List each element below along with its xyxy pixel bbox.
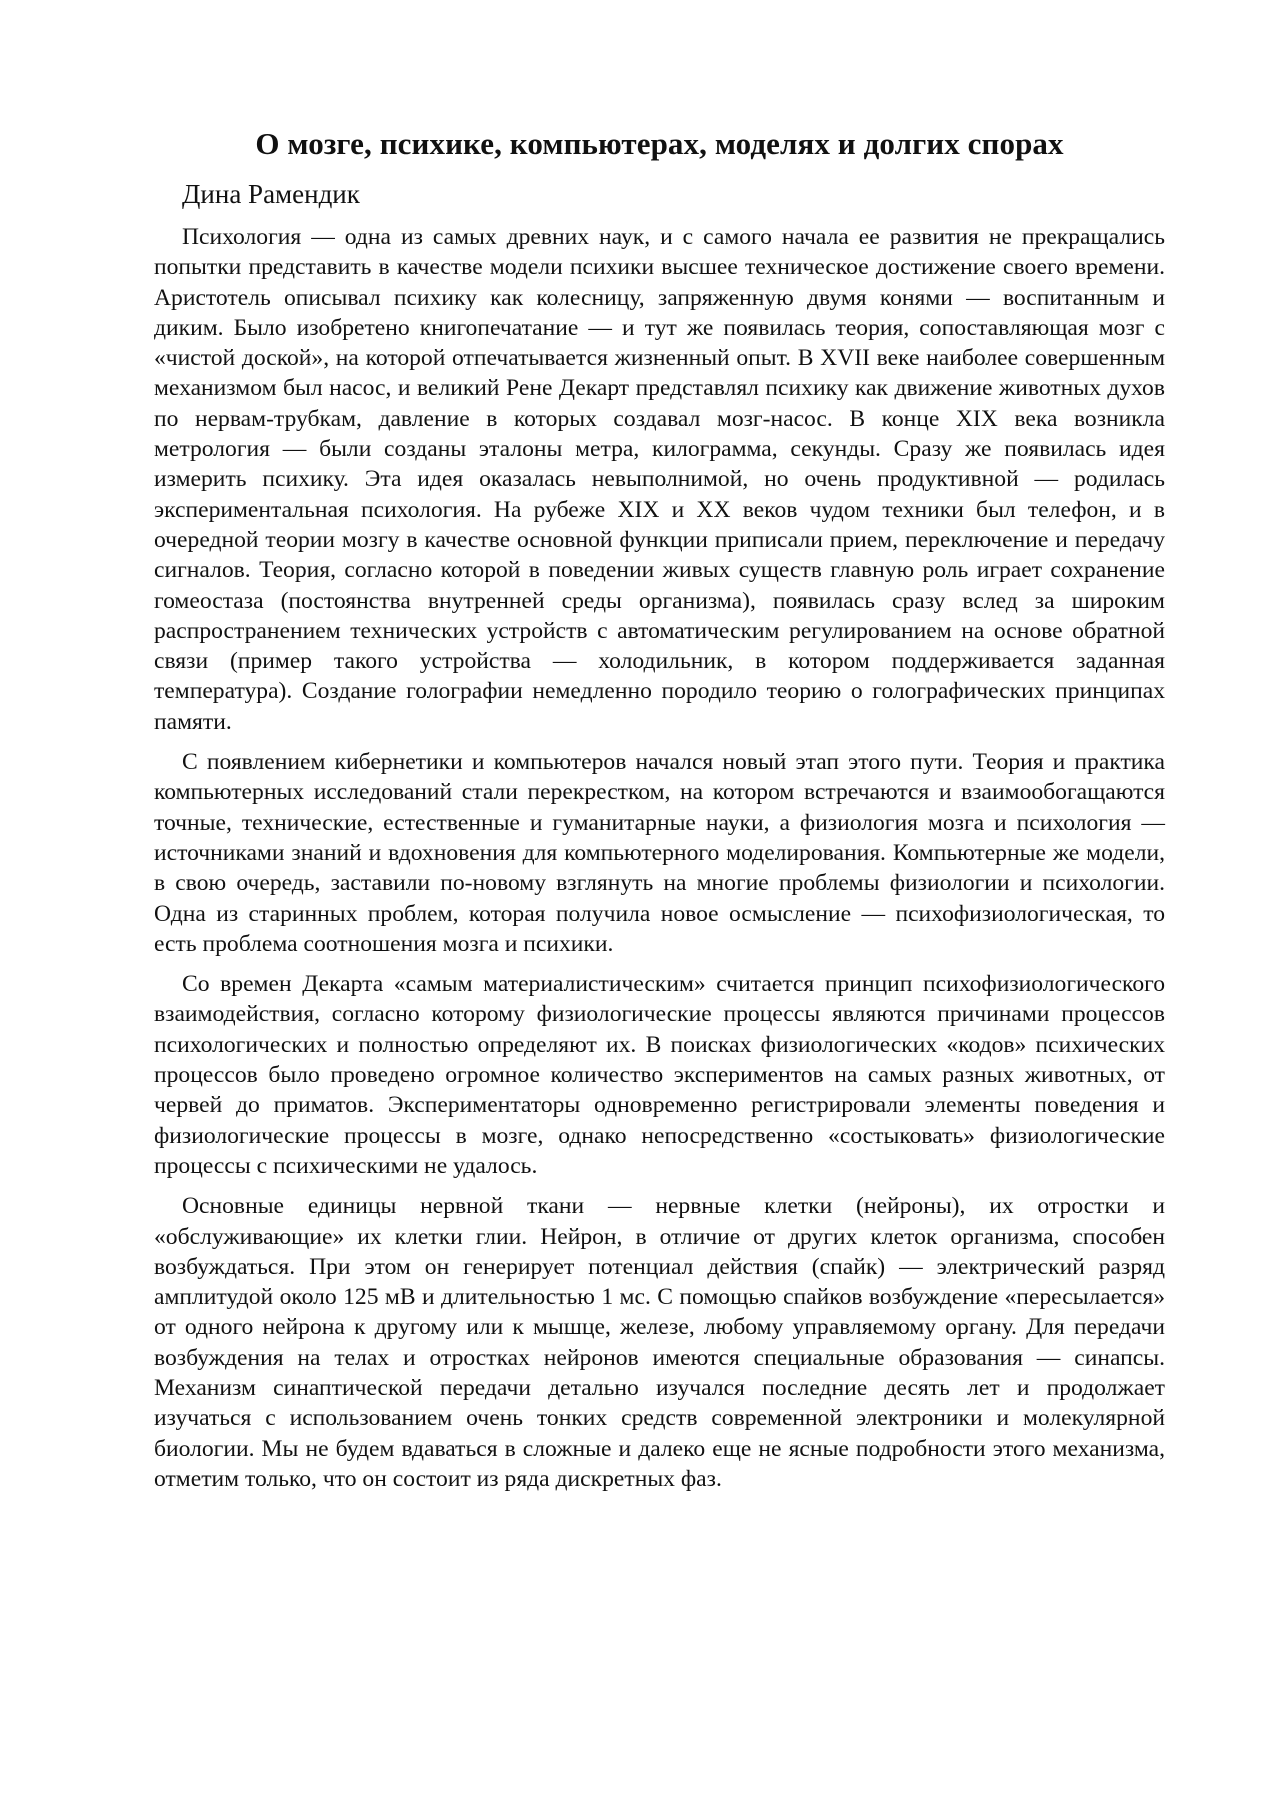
paragraph-1: Психология — одна из самых древних наук, и с самого начала ее развития не прекращались попытки представить в качестве модели психики высшее техническое достижение своего времени. Аристотель описывал психику как колесницу, запряженную двумя конями — воспитанным и диким. Было изобретено книгопечатание — и тут же появилась теория, сопоставляющая мозг с «чистой доской», на которой отпечатывается жизненный опыт. В XVII веке наиболее совершенным механизмом был насос, и великий Рене Декарт представлял психику как движение животных духов по нервам-трубкам, давление в которых создавал мозг-насос. В конце XIX века возникла метрология — были созданы эталоны метра, килограмма, секунды. Сразу же появилась идея измерить психику. Эта идея оказалась невыполнимой, но очень продуктивной — родилась экспериментальная психология. На рубеже XIX и XX веков чудом техники был телефон, и в очередной теории мозгу в качестве основной функции приписали прием, переключение и передачу сигналов. Теория, согласно которой в поведении живых существ главную роль играет сохранение гомеостаза (постоянства внутренней среды организма), появилась сразу вслед за широким распространением технических устройств с автоматическим регулированием на основе обратной связи (пример такого устройства — холодильник, в котором поддерживается заданная температура). Создание голографии немедленно породило теорию о голографических принципах памяти.: [154, 224, 1165, 735]
paragraph-3: Со времен Декарта «самым материалистическим» считается принцип психофизиологического взаимодействия, согласно которому физиологические процессы являются причинами процессов психологических и полностью определяют их. В поисках физиологических «кодов» психических процессов было проведено огромное количество экспериментов на самых разных животных, от червей до приматов. Экспериментаторы одновременно регистрировали элементы поведения и физиологические процессы в мозге, однако непосредственно «состыковать» физиологические процессы с психическими не удалось.: [154, 971, 1165, 1179]
article: [154, 124, 1165, 1504]
paragraph-2: С появлением кибернетики и компьютеров начался новый этап этого пути. Теория и практика компьютерных исследований стали перекрестком, на котором встречаются и взаимообогащаются точные, технические, естественные и гуманитарные науки, а физиология мозга и психология — источниками знаний и вдохновения для компьютерного моделирования. Компьютерные же модели, в свою очередь, заставили по-новому взглянуть на многие проблемы физиологии и психологии. Одна из старинных проблем, которая получила новое осмысление — психофизиологическая, то есть проблема соотношения мозга и психики.: [154, 749, 1165, 957]
article-author: Дина Рамендик: [182, 179, 360, 209]
paragraph-4: Основные единицы нервной ткани — нервные клетки (нейроны), их отростки и «обслуживающие» их клетки глии. Нейрон, в отличие от других клеток организма, способен возбуждаться. При этом он генерирует потенциал действия (спайк) — электрический разряд амплитудой около 125 мВ и длительностью 1 мс. С помощью спайков возбуждение «пересылается» от одного нейрона к другому или к мышце, железе, любому управляемому органу. Для передачи возбуждения на телах и отростках нейронов имеются специальные образования — синапсы. Механизм синаптической передачи детально изучался последние десять лет и продолжает изучаться с использованием очень тонких средств современной электроники и молекулярной биологии. Мы не будем вдаваться в сложные и далеко еще не ясные подробности этого механизма, отметим только, что он состоит из ряда дискретных фаз.: [154, 1193, 1165, 1492]
article-title: О мозге, психике, компьютерах, моделях и долгих спорах: [255, 126, 1064, 161]
